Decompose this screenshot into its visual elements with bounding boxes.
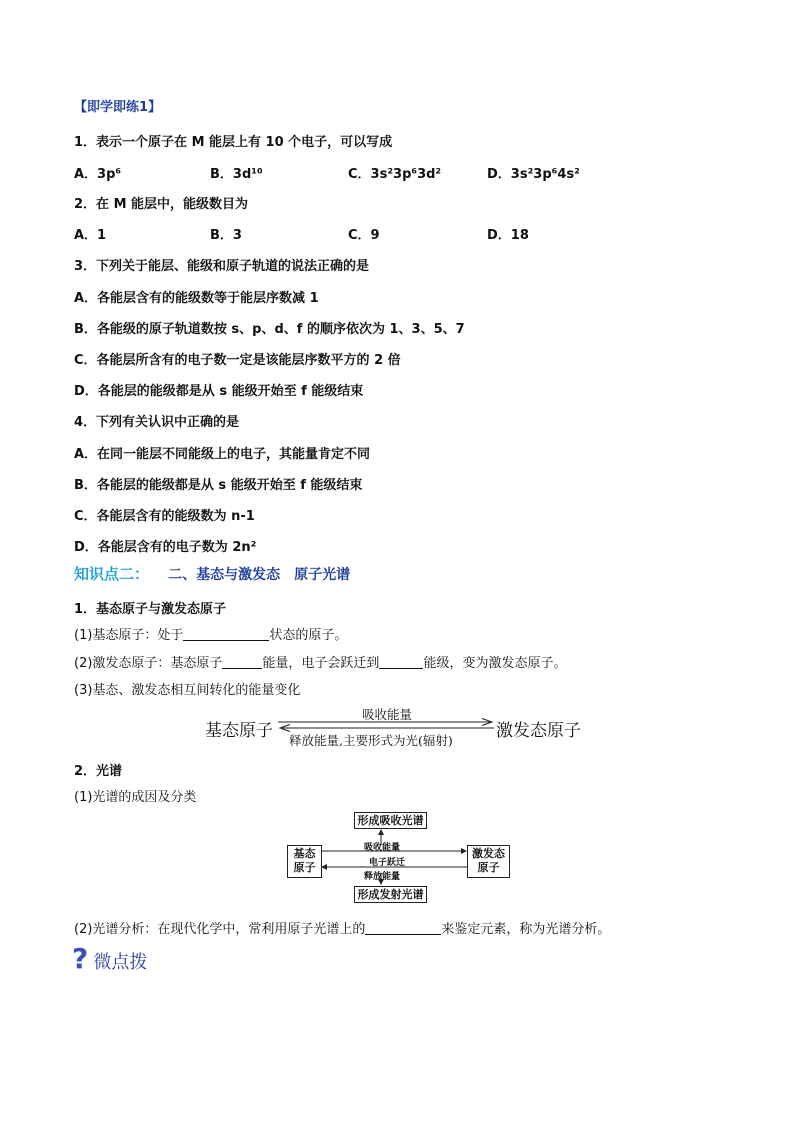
excited-state-line-2: 原子 xyxy=(477,861,500,874)
equation-right: 激发态原子 xyxy=(496,721,581,741)
item-2-text-a: (2)激发态原子：基态原子 xyxy=(74,656,223,671)
item-2-2-text-b: 来鉴定元素，称为光谱分析。 xyxy=(441,922,611,937)
fill-blank-1[interactable] xyxy=(183,628,269,641)
item-2-text-b: 能量，电子会跃迁到 xyxy=(262,656,380,671)
fill-blank-3[interactable] xyxy=(379,656,423,669)
question-4-option-b: B．各能层的能级都是从 s 能级开始至 f 能级结束 xyxy=(74,478,363,493)
question-1-option-a: A．3p⁶ xyxy=(74,167,122,182)
question-1-stem: 1．表示一个原子在 M 能层上有 10 个电子，可以写成 xyxy=(74,135,393,150)
micro-tip xyxy=(72,942,147,975)
section-2-item-1: (1)光谱的成因及分类 xyxy=(74,790,197,805)
question-2-option-d: D．18 xyxy=(487,228,529,243)
question-2-option-a: A．1 xyxy=(74,228,107,243)
excited-state-line-1: 激发态 xyxy=(472,847,505,860)
question-4-option-c: C．各能层含有的能级数为 n-1 xyxy=(74,509,255,524)
question-2-option-c: C．9 xyxy=(348,228,380,243)
ground-state-line-2: 原子 xyxy=(293,861,316,874)
knowledge-point-label: 知识点二： xyxy=(74,565,150,583)
absorption-spectrum-box: 形成吸收光谱 xyxy=(354,812,427,829)
question-4-stem: 4．下列有关认识中正确的是 xyxy=(74,415,240,430)
fill-blank-2[interactable] xyxy=(222,656,262,669)
question-2-option-b: B．3 xyxy=(210,228,242,243)
fill-blank-4[interactable] xyxy=(365,922,441,935)
question-4-option-d: D．各能层含有的电子数为 2n² xyxy=(74,540,257,555)
absorb-energy-label: 吸收能量 xyxy=(364,843,401,853)
item-1-text-b: 状态的原子。 xyxy=(269,628,348,643)
release-energy-label: 释放能量 xyxy=(364,872,401,882)
question-1-option-b: B．3d¹⁰ xyxy=(210,167,263,182)
question-3-option-a: A．各能层含有的能级数等于能层序数减 1 xyxy=(74,291,319,306)
equation-bottom-label: 释放能量,主要形式为光(辐射) xyxy=(289,733,453,748)
excited-state-box xyxy=(467,845,510,878)
section-1-heading: 1．基态原子与激发态原子 xyxy=(74,602,227,617)
question-mark-icon: ? xyxy=(72,942,89,975)
emission-spectrum-box: 形成发射光谱 xyxy=(354,886,427,903)
question-1-option-c: C．3s²3p⁶3d² xyxy=(348,167,442,182)
knowledge-point-title: 二、基态与激发态 原子光谱 xyxy=(168,567,351,583)
question-3-stem: 3．下列关于能层、能级和原子轨道的说法正确的是 xyxy=(74,259,370,274)
knowledge-point-header xyxy=(74,563,350,584)
equation-left: 基态原子 xyxy=(205,721,273,741)
ground-state-box xyxy=(287,845,322,878)
item-2-2-text-a: (2)光谱分析：在现代化学中，常利用原子光谱上的 xyxy=(74,922,366,937)
question-1-option-d: D．3s²3p⁶4s² xyxy=(487,167,580,182)
section-1-item-1 xyxy=(74,624,347,643)
item-2-text-c: 能级，变为激发态原子。 xyxy=(423,656,567,671)
micro-tip-label: 微点拨 xyxy=(93,952,148,973)
question-3-option-b: B．各能级的原子轨道数按 s、p、d、f 的顺序依次为 1、3、5、7 xyxy=(74,322,465,337)
section-2-item-2 xyxy=(74,918,610,937)
practice-header: 【即学即练1】 xyxy=(74,100,162,115)
equation-top-label: 吸收能量 xyxy=(362,707,413,722)
section-1-item-2 xyxy=(74,652,566,671)
electron-transition-label: 电子跃迁 xyxy=(369,858,406,868)
question-3-option-c: C．各能层所含有的电子数一定是该能层序数平方的 2 倍 xyxy=(74,353,401,368)
question-2-stem: 2．在 M 能层中，能级数目为 xyxy=(74,197,249,212)
question-3-option-d: D．各能层的能级都是从 s 能级开始至 f 能级结束 xyxy=(74,384,364,399)
question-4-option-a: A．在同一能层不同能级上的电子，其能量肯定不同 xyxy=(74,447,371,462)
arrow-up-icon xyxy=(378,829,384,835)
ground-state-line-1: 基态 xyxy=(293,847,316,860)
item-1-text-a: (1)基态原子：处于 xyxy=(74,628,184,643)
section-1-item-3: (3)基态、激发态相互间转化的能量变化 xyxy=(74,683,301,698)
equilibrium-arrow-icon xyxy=(276,718,498,732)
section-2-heading: 2．光谱 xyxy=(74,764,123,779)
